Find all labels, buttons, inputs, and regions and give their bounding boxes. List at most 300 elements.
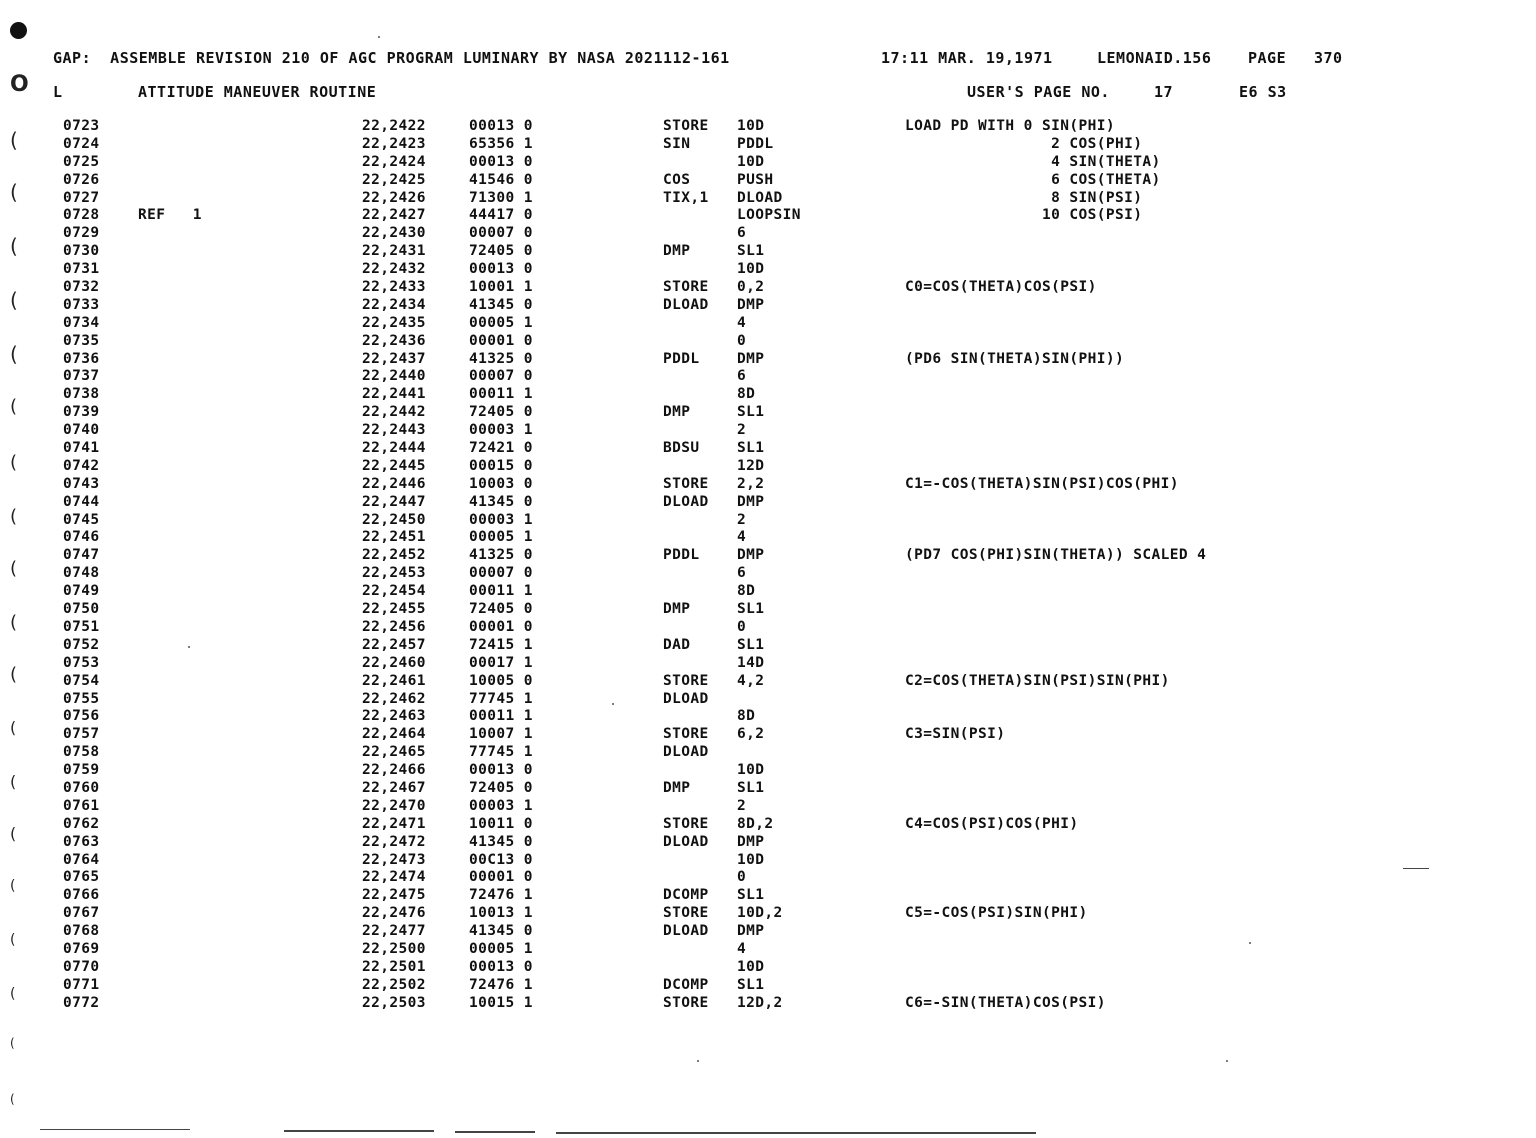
octal-word: 72405 0 (469, 404, 533, 421)
octal-word: 41325 0 (469, 547, 533, 564)
margin-mark: ( (10, 288, 18, 312)
opcode: STORE (663, 726, 709, 743)
octal-word: 00005 1 (469, 940, 533, 957)
operand: 10D (737, 958, 765, 975)
line-number: 0727 (63, 189, 100, 206)
operand: 10D (737, 762, 765, 779)
memory-location: 22,2437 (362, 350, 426, 367)
line-number: 0763 (63, 833, 100, 850)
line-number: 0738 (63, 386, 100, 403)
operand: 0 (737, 869, 747, 886)
octal-word: 72415 1 (469, 636, 533, 653)
octal-word: 00001 0 (469, 869, 533, 886)
memory-location: 22,2436 (362, 332, 426, 349)
line-number: 0756 (63, 708, 100, 725)
operand: 0 (737, 332, 747, 349)
line-number: 0747 (63, 547, 100, 564)
octal-word: 00013 0 (469, 153, 533, 170)
memory-location: 22,2465 (362, 744, 426, 761)
octal-word: 00011 1 (469, 583, 533, 600)
margin-mark: ( (10, 1036, 15, 1050)
line-number: 0772 (63, 994, 100, 1011)
line-number: 0762 (63, 815, 100, 832)
operand: LOOPSIN (737, 207, 801, 224)
line-number: 0740 (63, 422, 100, 439)
listing-row (0, 512, 1536, 530)
opcode: STORE (663, 279, 709, 296)
octal-word: 00013 0 (469, 118, 533, 134)
comment: C5=-COS(PSI)SIN(PHI) (905, 905, 1088, 922)
octal-word: 44417 0 (469, 207, 533, 224)
operand: 12D (737, 457, 765, 474)
margin-mark: ( (10, 558, 18, 579)
listing-row (0, 279, 1536, 297)
octal-word: 10011 0 (469, 815, 533, 832)
listing-row (0, 655, 1536, 673)
line-number: 0769 (63, 940, 100, 957)
line-number: 0744 (63, 493, 100, 510)
operand: 4 (737, 529, 747, 546)
operand: 0,2 (737, 279, 765, 296)
line-number: 0728 (63, 207, 100, 224)
line-number: 0760 (63, 779, 100, 796)
comment: C2=COS(THETA)SIN(PSI)SIN(PHI) (905, 672, 1170, 689)
comment: (PD7 COS(PHI)SIN(THETA)) SCALED 4 (905, 547, 1207, 564)
memory-location: 22,2426 (362, 189, 426, 206)
listing-row (0, 869, 1536, 887)
comment: LOAD PD WITH 0 SIN(PHI) (905, 118, 1115, 134)
memory-location: 22,2463 (362, 708, 426, 725)
memory-location: 22,2444 (362, 440, 426, 457)
memory-location: 22,2470 (362, 797, 426, 814)
line-number: 0766 (63, 887, 100, 904)
operand: 2 (737, 511, 747, 528)
memory-location: 22,2452 (362, 547, 426, 564)
comment: C6=-SIN(THETA)COS(PSI) (905, 994, 1106, 1011)
operand: DMP (737, 493, 765, 510)
line-number: 0765 (63, 869, 100, 886)
opcode: BDSU (663, 440, 700, 457)
operand: 2,2 (737, 475, 765, 492)
opcode: DCOMP (663, 887, 709, 904)
octal-word: 00015 0 (469, 457, 533, 474)
listing-row (0, 959, 1536, 977)
operand: SL1 (737, 404, 765, 421)
punch-hole-mark (10, 22, 27, 39)
operand: DMP (737, 547, 765, 564)
octal-word: 41345 0 (469, 296, 533, 313)
line-number: 0733 (63, 296, 100, 313)
listing-row (0, 887, 1536, 905)
octal-word: 72421 0 (469, 440, 533, 457)
line-number: 0725 (63, 153, 100, 170)
listing-row (0, 565, 1536, 583)
listing-row (0, 923, 1536, 941)
octal-word: 00003 1 (469, 422, 533, 439)
users-page-number: 17 (1154, 83, 1174, 101)
opcode: DMP (663, 601, 691, 618)
memory-location: 22,2427 (362, 207, 426, 224)
opcode: DMP (663, 779, 691, 796)
section-code: E6 S3 (1239, 83, 1287, 101)
line-number: 0764 (63, 851, 100, 868)
margin-mark: ( (10, 234, 18, 258)
listing-row (0, 172, 1536, 190)
listing-row (0, 351, 1536, 369)
listing-row (0, 977, 1536, 995)
line-number: 0729 (63, 225, 100, 242)
memory-location: 22,2477 (362, 923, 426, 940)
header-page-label: PAGE (1248, 49, 1287, 67)
listing-row (0, 368, 1536, 386)
octal-word: 00011 1 (469, 708, 533, 725)
listing-row (0, 529, 1536, 547)
memory-location: 22,2430 (362, 225, 426, 242)
memory-location: 22,2475 (362, 887, 426, 904)
memory-location: 22,2434 (362, 296, 426, 313)
line-number: 0751 (63, 618, 100, 635)
listing-row (0, 583, 1536, 601)
line-number: 0749 (63, 583, 100, 600)
octal-word: 00003 1 (469, 797, 533, 814)
octal-word: 41345 0 (469, 923, 533, 940)
listing-row (0, 637, 1536, 655)
listing-row (0, 708, 1536, 726)
comment: 2 COS(PHI) (905, 135, 1143, 152)
operand: SL1 (737, 243, 765, 260)
opcode: DMP (663, 243, 691, 260)
line-number: 0730 (63, 243, 100, 260)
header-job: LEMONAID.156 (1097, 49, 1212, 67)
octal-word: 10005 0 (469, 672, 533, 689)
section-title: ATTITUDE MANEUVER ROUTINE (138, 83, 377, 101)
octal-word: 00007 0 (469, 565, 533, 582)
memory-location: 22,2460 (362, 654, 426, 671)
line-number: 0731 (63, 261, 100, 278)
line-number: 0768 (63, 923, 100, 940)
comment: C3=SIN(PSI) (905, 726, 1006, 743)
memory-location: 22,2454 (362, 583, 426, 600)
margin-mark: ( (10, 932, 16, 948)
comment: C1=-COS(THETA)SIN(PSI)COS(PHI) (905, 475, 1179, 492)
listing-row (0, 476, 1536, 494)
operand: SL1 (737, 779, 765, 796)
memory-location: 22,2432 (362, 261, 426, 278)
opcode: DLOAD (663, 833, 709, 850)
octal-word: 00001 0 (469, 618, 533, 635)
operand: 6 (737, 225, 747, 242)
scan-smudge (1403, 868, 1429, 869)
margin-mark: ( (10, 986, 16, 1002)
listing-row (0, 207, 1536, 225)
opcode: COS (663, 171, 691, 188)
line-number: 0752 (63, 636, 100, 653)
operand: SL1 (737, 636, 765, 653)
opcode: SIN (663, 135, 691, 152)
listing-row (0, 816, 1536, 834)
opcode: PDDL (663, 350, 700, 367)
operand: SL1 (737, 440, 765, 457)
listing-row (0, 136, 1536, 154)
memory-location: 22,2424 (362, 153, 426, 170)
line-number: 0745 (63, 511, 100, 528)
octal-word: 72476 1 (469, 887, 533, 904)
octal-word: 77745 1 (469, 690, 533, 707)
listing-row (0, 601, 1536, 619)
memory-location: 22,2473 (362, 851, 426, 868)
memory-location: 22,2462 (362, 690, 426, 707)
listing-row (0, 440, 1536, 458)
margin-mark: ( (10, 128, 18, 152)
listing-row (0, 154, 1536, 172)
margin-mark: ( (10, 452, 18, 473)
opcode: DLOAD (663, 296, 709, 313)
memory-location: 22,2472 (362, 833, 426, 850)
comment: (PD6 SIN(THETA)SIN(PHI)) (905, 350, 1125, 367)
listing-row (0, 297, 1536, 315)
memory-location: 22,2425 (362, 171, 426, 188)
memory-location: 22,2440 (362, 368, 426, 385)
line-number: 0737 (63, 368, 100, 385)
operand: PDDL (737, 135, 774, 152)
operand: DMP (737, 833, 765, 850)
margin-mark: ( (10, 664, 18, 685)
line-number: 0750 (63, 601, 100, 618)
operand: 8D (737, 708, 756, 725)
margin-mark: ( (10, 180, 18, 204)
operand: 10D (737, 851, 765, 868)
line-number: 0758 (63, 744, 100, 761)
line-number: 0767 (63, 905, 100, 922)
symbol-label: REF 1 (138, 207, 202, 224)
scan-smudge (284, 1130, 434, 1132)
memory-location: 22,2431 (362, 243, 426, 260)
opcode: STORE (663, 118, 709, 134)
memory-location: 22,2443 (362, 422, 426, 439)
scan-speck (1226, 1060, 1228, 1062)
octal-word: 10013 1 (469, 905, 533, 922)
octal-word: 00013 0 (469, 762, 533, 779)
margin-mark: ( (10, 612, 18, 633)
octal-word: 00007 0 (469, 368, 533, 385)
line-number: 0723 (63, 118, 100, 134)
scan-speck (612, 703, 614, 705)
memory-location: 22,2457 (362, 636, 426, 653)
operand: 4 (737, 314, 747, 331)
memory-location: 22,2464 (362, 726, 426, 743)
octal-word: 41345 0 (469, 493, 533, 510)
users-page-label: USER'S PAGE NO. (967, 83, 1110, 101)
scan-speck (1249, 942, 1251, 944)
listing-row (0, 225, 1536, 243)
operand: 8D (737, 386, 756, 403)
listing-row (0, 798, 1536, 816)
opcode: STORE (663, 815, 709, 832)
operand: SL1 (737, 976, 765, 993)
octal-word: 10003 0 (469, 475, 533, 492)
comment: 4 SIN(THETA) (905, 153, 1161, 170)
operand: DMP (737, 350, 765, 367)
memory-location: 22,2471 (362, 815, 426, 832)
opcode: DLOAD (663, 493, 709, 510)
header-title: GAP: ASSEMBLE REVISION 210 OF AGC PROGRAM LUMINARY BY NASA 2021112-161 (53, 49, 730, 67)
listing-row (0, 404, 1536, 422)
line-number: 0736 (63, 350, 100, 367)
octal-word: 00007 0 (469, 225, 533, 242)
line-number: 0739 (63, 404, 100, 421)
line-number: 0754 (63, 672, 100, 689)
margin-mark: ( (10, 878, 16, 894)
opcode: STORE (663, 672, 709, 689)
octal-word: 00011 1 (469, 386, 533, 403)
line-number: 0757 (63, 726, 100, 743)
margin-mark: ( (10, 824, 17, 843)
line-number: 0771 (63, 976, 100, 993)
opcode: STORE (663, 905, 709, 922)
octal-word: 72476 1 (469, 976, 533, 993)
octal-word: 72405 0 (469, 779, 533, 796)
octal-word: 00013 0 (469, 261, 533, 278)
memory-location: 22,2445 (362, 457, 426, 474)
opcode: TIX,1 (663, 189, 709, 206)
listing-row (0, 243, 1536, 261)
memory-location: 22,2474 (362, 869, 426, 886)
operand: SL1 (737, 601, 765, 618)
memory-location: 22,2441 (362, 386, 426, 403)
listing-row (0, 744, 1536, 762)
opcode: DLOAD (663, 923, 709, 940)
listing-row (0, 762, 1536, 780)
header-page-number: 370 (1314, 49, 1343, 67)
operand: 14D (737, 654, 765, 671)
octal-word: 10015 1 (469, 994, 533, 1011)
line-number: 0734 (63, 314, 100, 331)
memory-location: 22,2423 (362, 135, 426, 152)
operand: 12D,2 (737, 994, 783, 1011)
scan-smudge (40, 1129, 190, 1130)
memory-location: 22,2447 (362, 493, 426, 510)
opcode: STORE (663, 475, 709, 492)
operand: 8D,2 (737, 815, 774, 832)
operand: DLOAD (737, 189, 783, 206)
scan-speck (378, 36, 380, 38)
operand: 8D (737, 583, 756, 600)
operand: 6,2 (737, 726, 765, 743)
memory-location: 22,2453 (362, 565, 426, 582)
operand: 10D (737, 261, 765, 278)
opcode: PDDL (663, 547, 700, 564)
octal-word: 72405 0 (469, 243, 533, 260)
operand: DMP (737, 296, 765, 313)
comment: 8 SIN(PSI) (905, 189, 1143, 206)
margin-mark: ( (10, 506, 18, 527)
operand: 6 (737, 368, 747, 385)
memory-location: 22,2503 (362, 994, 426, 1011)
operand: 6 (737, 565, 747, 582)
opcode: DCOMP (663, 976, 709, 993)
octal-word: 41345 0 (469, 833, 533, 850)
memory-location: 22,2476 (362, 905, 426, 922)
listing-row (0, 458, 1536, 476)
octal-word: 00001 0 (469, 332, 533, 349)
line-number: 0743 (63, 475, 100, 492)
listing-row (0, 494, 1536, 512)
memory-location: 22,2466 (362, 762, 426, 779)
octal-word: 41325 0 (469, 350, 533, 367)
line-number: 0761 (63, 797, 100, 814)
listing-row (0, 834, 1536, 852)
margin-mark: ( (10, 772, 17, 791)
operand: 10D (737, 153, 765, 170)
line-number: 0746 (63, 529, 100, 546)
memory-location: 22,2461 (362, 672, 426, 689)
octal-word: 00005 1 (469, 314, 533, 331)
memory-location: 22,2500 (362, 940, 426, 957)
octal-word: 77745 1 (469, 744, 533, 761)
margin-mark: O (10, 72, 29, 97)
memory-location: 22,2433 (362, 279, 426, 296)
octal-word: 00C13 0 (469, 851, 533, 868)
opcode: STORE (663, 994, 709, 1011)
line-number: 0735 (63, 332, 100, 349)
memory-location: 22,2456 (362, 618, 426, 635)
listing-row (0, 726, 1536, 744)
octal-word: 72405 0 (469, 601, 533, 618)
memory-location: 22,2446 (362, 475, 426, 492)
listing-row (0, 852, 1536, 870)
listing-row (0, 315, 1536, 333)
opcode: DAD (663, 636, 691, 653)
listing-row (0, 386, 1536, 404)
listing-row (0, 422, 1536, 440)
octal-word: 00013 0 (469, 958, 533, 975)
operand: 0 (737, 618, 747, 635)
comment: C4=COS(PSI)COS(PHI) (905, 815, 1079, 832)
listing-row (0, 780, 1536, 798)
line-number: 0726 (63, 171, 100, 188)
opcode: DLOAD (663, 744, 709, 761)
line-number: 0724 (63, 135, 100, 152)
operand: 2 (737, 422, 747, 439)
operand: SL1 (737, 887, 765, 904)
line-number: 0759 (63, 762, 100, 779)
scan-smudge (556, 1132, 1036, 1134)
margin-mark: ( (10, 1092, 15, 1106)
memory-location: 22,2435 (362, 314, 426, 331)
listing-row (0, 905, 1536, 923)
margin-mark: ( (10, 342, 18, 366)
memory-location: 22,2467 (362, 779, 426, 796)
line-number: 0741 (63, 440, 100, 457)
memory-location: 22,2442 (362, 404, 426, 421)
octal-word: 71300 1 (469, 189, 533, 206)
comment: C0=COS(THETA)COS(PSI) (905, 279, 1097, 296)
operand: 4,2 (737, 672, 765, 689)
scan-speck (188, 646, 190, 648)
memory-location: 22,2502 (362, 976, 426, 993)
listing-row (0, 619, 1536, 637)
line-number: 0732 (63, 279, 100, 296)
comment: 6 COS(THETA) (905, 171, 1161, 188)
octal-word: 00003 1 (469, 511, 533, 528)
line-number: 0748 (63, 565, 100, 582)
line-number: 0742 (63, 457, 100, 474)
listing-row (0, 941, 1536, 959)
opcode: DLOAD (663, 690, 709, 707)
memory-location: 22,2422 (362, 118, 426, 134)
operand: PUSH (737, 171, 774, 188)
memory-location: 22,2451 (362, 529, 426, 546)
